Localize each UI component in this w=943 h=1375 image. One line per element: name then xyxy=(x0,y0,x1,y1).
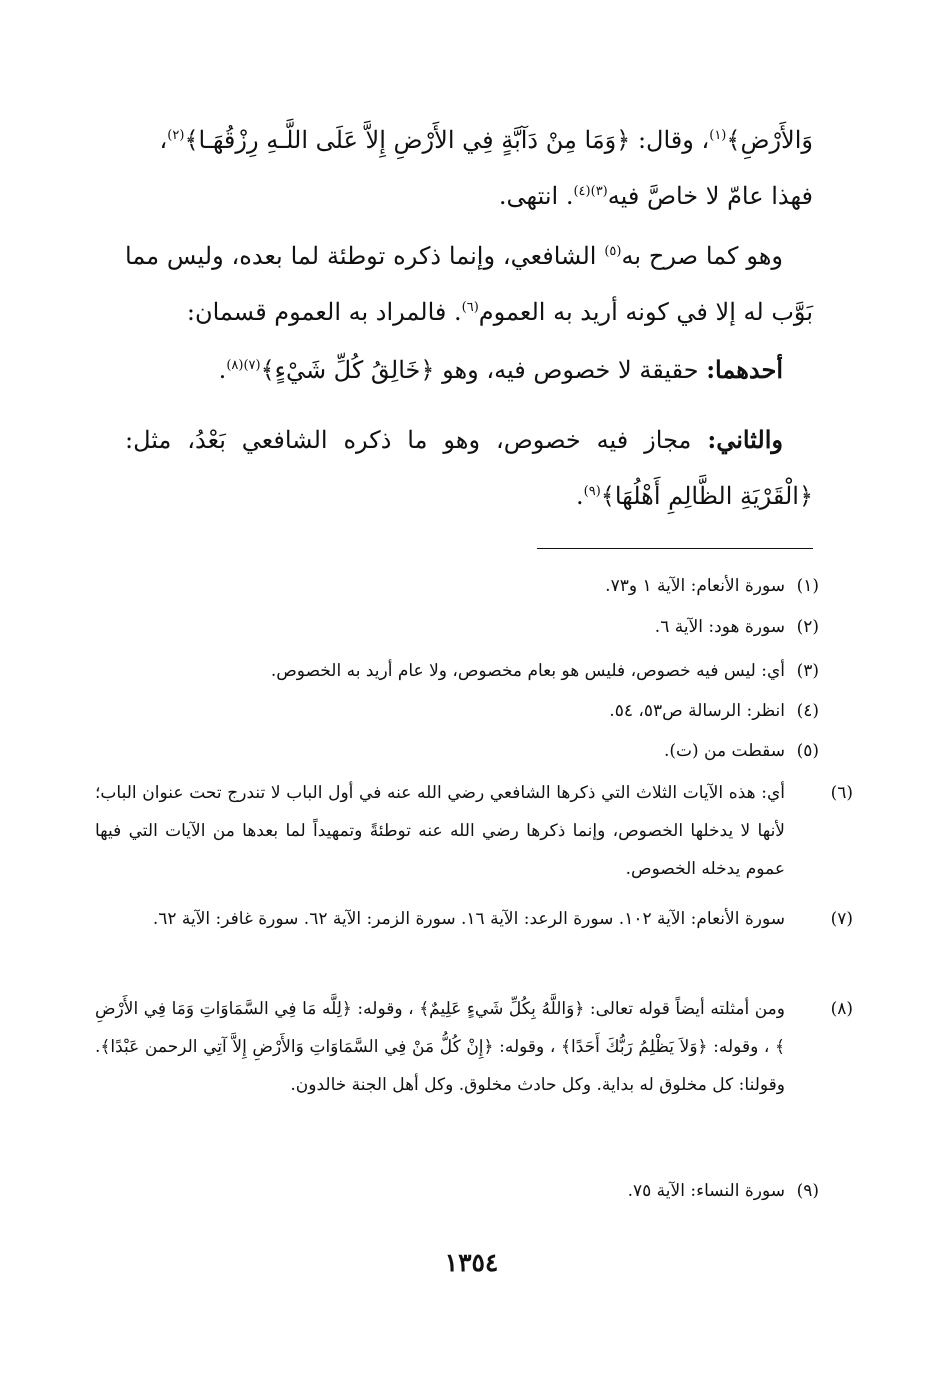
footnote-ref[interactable]: (٥) xyxy=(604,244,622,259)
footnote-text: سقطت من (ت). xyxy=(663,741,785,761)
footnote-7 xyxy=(95,900,853,938)
section-label: والثاني: xyxy=(707,425,783,454)
footnote-text: انظر: الرسالة ص٥٣، ٥٤. xyxy=(609,701,785,721)
footnote-5 xyxy=(129,732,819,770)
footnote-text: سورة الأنعام: الآية ١ و٧٣. xyxy=(605,576,785,596)
text: . xyxy=(576,482,584,510)
footnote-number: (٧) xyxy=(830,909,853,929)
footnote-2 xyxy=(129,608,819,646)
paragraph-1-line-1 xyxy=(125,112,813,168)
footnote-text: سورة النساء: الآية ٧٥. xyxy=(627,1181,785,1201)
footnote-number: (٨) xyxy=(830,999,853,1019)
text: . فالمراد به العموم قسمان: xyxy=(186,298,462,326)
footnote-ref[interactable]: (٦) xyxy=(461,300,479,315)
footnote-1 xyxy=(129,567,819,605)
footnote-number: (٦) xyxy=(830,783,853,803)
footnote-ref[interactable]: (١) xyxy=(709,128,727,143)
text: الشافعي، وإنما ذكره توطئة لما بعده، وليس مما بَوَّب له إلا في كونه أريد به العموم xyxy=(125,242,813,326)
paragraph-3 xyxy=(125,342,813,398)
quran-quote: وَالأَرْضِ﴾ xyxy=(726,126,813,154)
footnote-divider xyxy=(537,548,813,549)
footnote-9 xyxy=(129,1172,819,1210)
paragraph-2 xyxy=(125,228,813,340)
quran-quote: ، وقال: ﴿وَمَا مِنْ دَآبَّةٍ فِي الأَرْضِ إِلاَّ عَلَى اللَّـهِ رِزْقُهَـا﴾ xyxy=(184,126,710,154)
footnote-text: أي: هذه الآيات الثلاث التي ذكرها الشافعي رضي الله عنه في أول الباب لا تندرج تحت عنوان الباب؛ لأنها لا يدخلها الخصوص، وإنما ذكرها رضي الله عنه توطئةً وتمهيداً لما بعدها من الآيات التي فيها عموم يدخله الخصوص. xyxy=(95,783,785,879)
footnote-number: (٩) xyxy=(796,1181,819,1201)
text: ، xyxy=(159,126,168,154)
footnote-ref[interactable]: (٣)(٤) xyxy=(573,184,608,199)
footnote-4 xyxy=(129,692,819,730)
paragraph-1 xyxy=(125,112,813,224)
footnote-number: (٥) xyxy=(796,741,819,761)
text: فهذا عامّ لا خاصَّ فيه xyxy=(607,182,813,210)
paragraph-4 xyxy=(125,412,813,524)
footnote-number: (٣) xyxy=(796,661,819,681)
page-number: ١٣٥٤ xyxy=(444,1248,499,1277)
footnote-8 xyxy=(95,990,853,1104)
footnote-3 xyxy=(129,652,819,690)
footnote-number: (١) xyxy=(796,576,819,596)
text: . xyxy=(218,356,227,384)
text: وهو كما صرح به xyxy=(621,242,783,270)
text: حقيقة لا خصوص فيه، وهو ﴿خَالِقُ كُلِّ شَيْءٍ﴾ xyxy=(260,356,707,384)
footnote-ref[interactable]: (٧)(٨) xyxy=(226,358,261,373)
footnote-text: ومن أمثلته أيضاً قوله تعالى: ﴿وَاللَّهُ بِكُلِّ شَيءٍ عَلِيمٌ﴾ ، وقوله: ﴿لِلَّه مَا فِي السَّمَاوَاتِ وَمَا فِي الأَرْضِ ﴾ ، وقوله: ﴿وَلاَ يَظْلِمُ رَبُّكَ أَحَدًا﴾ ، وقوله: ﴿إِنْ كُلُّ مَنْ فِي السَّمَاوَاتِ وَالأَرْضِ إِلاَّ آتِي الرحمن عَبْدًا﴾. وقولنا: كل مخلوق له بداية. وكل حادث مخلوق. وكل أهل الجنة خالدون. xyxy=(95,999,785,1095)
text: مجاز فيه خصوص، وهو ما ذكره الشافعي بَعْدُ، مثل: ﴿الْقَرْيَةِ الظَّالِمِ أَهْلُهَا﴾ xyxy=(125,426,813,510)
footnote-number: (٢) xyxy=(796,617,819,637)
footnote-6 xyxy=(95,774,853,888)
text: . انتهى. xyxy=(498,182,574,210)
footnote-number: (٤) xyxy=(796,701,819,721)
footnote-text: أي: ليس فيه خصوص، فليس هو بعام مخصوص، ولا عام أريد به الخصوص. xyxy=(270,661,785,681)
footnote-ref[interactable]: (٩) xyxy=(583,484,601,499)
paragraph-1-line-2 xyxy=(125,168,813,224)
footnote-text: سورة الأنعام: الآية ١٠٢. سورة الرعد: الآية ١٦. سورة الزمر: الآية ٦٢. سورة غافر: الآية ٦٢. xyxy=(152,909,785,929)
footnote-ref[interactable]: (٢) xyxy=(167,128,185,143)
footnote-text: سورة هود: الآية ٦. xyxy=(654,617,785,637)
section-label: أحدهما: xyxy=(706,355,783,384)
